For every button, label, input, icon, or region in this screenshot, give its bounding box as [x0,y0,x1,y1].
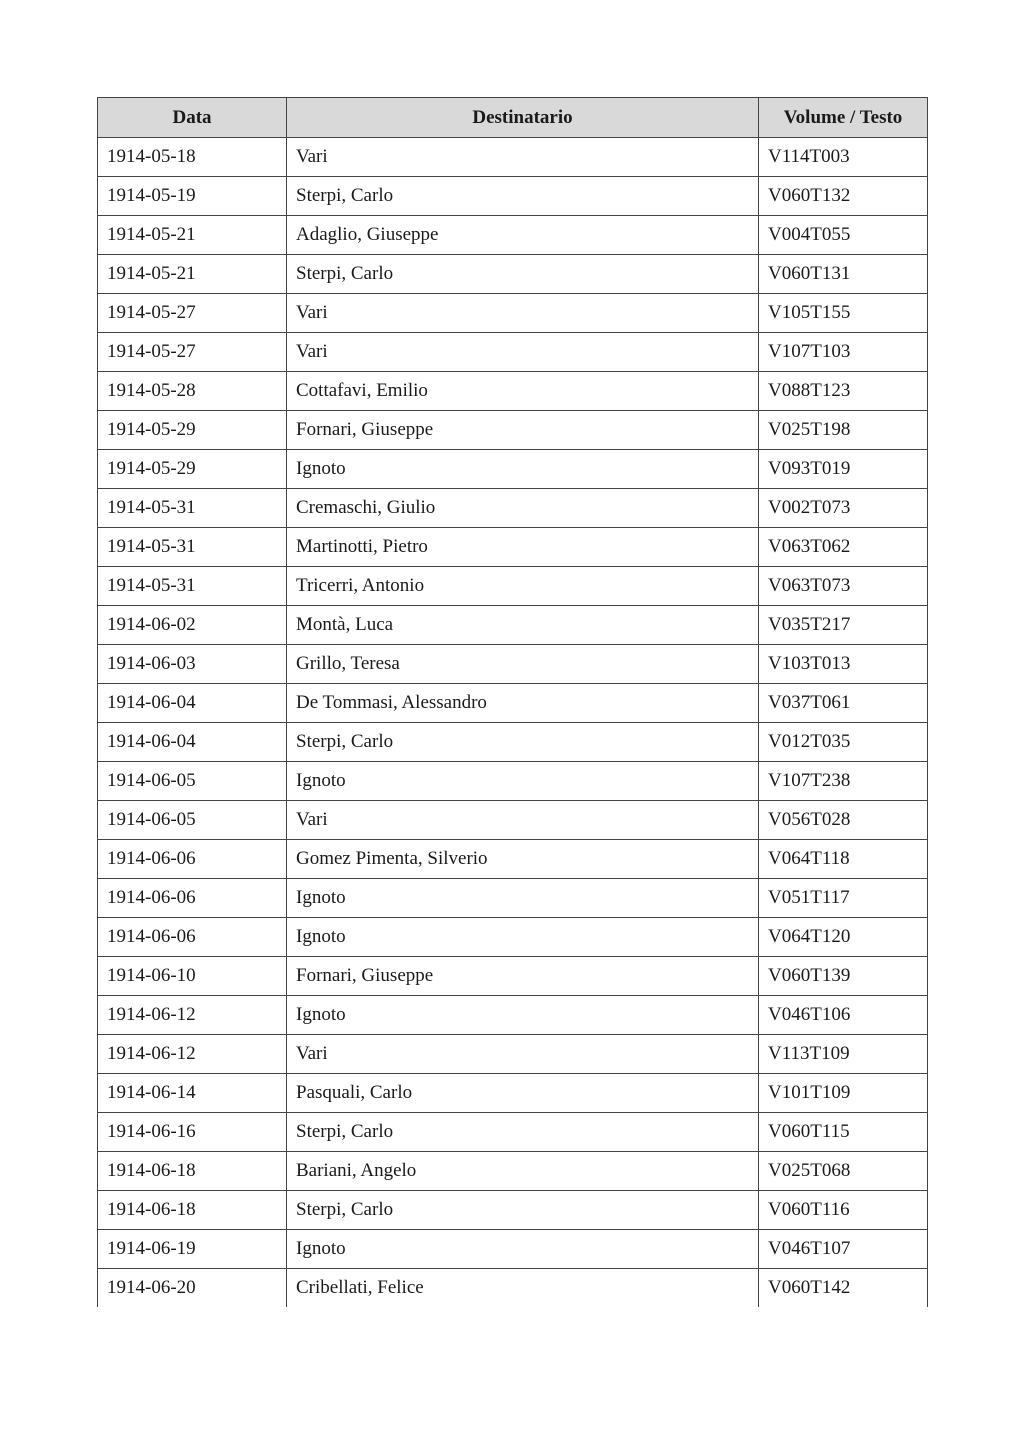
cell-date: 1914-05-31 [98,528,287,567]
cell-volume-text: V056T028 [759,801,928,840]
cell-volume-text: V103T013 [759,645,928,684]
cell-recipient: Gomez Pimenta, Silverio [287,840,759,879]
cell-date: 1914-06-14 [98,1074,287,1113]
cell-volume-text: V025T198 [759,411,928,450]
cell-date: 1914-06-06 [98,840,287,879]
table-row [98,801,928,840]
column-header-recipient: Destinatario [287,98,759,138]
cell-date: 1914-06-18 [98,1191,287,1230]
cell-recipient: Ignoto [287,918,759,957]
cell-date: 1914-05-31 [98,489,287,528]
table-row [98,723,928,762]
table-row [98,216,928,255]
table-row [98,1074,928,1113]
cell-recipient: Tricerri, Antonio [287,567,759,606]
cell-date: 1914-06-05 [98,801,287,840]
table-row [98,762,928,801]
cell-recipient: Vari [287,801,759,840]
cell-date: 1914-06-06 [98,918,287,957]
cell-recipient: Sterpi, Carlo [287,1113,759,1152]
cell-recipient: Fornari, Giuseppe [287,957,759,996]
cell-date: 1914-06-12 [98,996,287,1035]
table-row [98,333,928,372]
table-row [98,255,928,294]
cell-volume-text: V105T155 [759,294,928,333]
cell-date: 1914-05-27 [98,294,287,333]
table-row [98,606,928,645]
table-row [98,1191,928,1230]
cell-volume-text: V046T106 [759,996,928,1035]
cell-date: 1914-05-21 [98,255,287,294]
table-row [98,177,928,216]
cell-volume-text: V088T123 [759,372,928,411]
cell-volume-text: V025T068 [759,1152,928,1191]
cell-date: 1914-06-02 [98,606,287,645]
cell-date: 1914-06-10 [98,957,287,996]
table-row [98,918,928,957]
cell-recipient: Ignoto [287,879,759,918]
cell-volume-text: V051T117 [759,879,928,918]
cell-volume-text: V063T073 [759,567,928,606]
table-row [98,294,928,333]
table-row [98,450,928,489]
table-row [98,840,928,879]
cell-recipient: Cremaschi, Giulio [287,489,759,528]
table-row [98,957,928,996]
cell-date: 1914-06-04 [98,684,287,723]
cell-volume-text: V060T131 [759,255,928,294]
column-header-volume-text: Volume / Testo [759,98,928,138]
cell-recipient: Grillo, Teresa [287,645,759,684]
cell-date: 1914-05-27 [98,333,287,372]
cell-date: 1914-05-29 [98,450,287,489]
table-row [98,411,928,450]
cell-date: 1914-06-20 [98,1269,287,1308]
table-row [98,684,928,723]
table-row [98,1230,928,1269]
cell-volume-text: V004T055 [759,216,928,255]
cell-date: 1914-06-12 [98,1035,287,1074]
cell-recipient: Sterpi, Carlo [287,723,759,762]
cell-volume-text: V060T132 [759,177,928,216]
cell-volume-text: V035T217 [759,606,928,645]
cell-date: 1914-05-19 [98,177,287,216]
cell-date: 1914-06-03 [98,645,287,684]
cell-volume-text: V063T062 [759,528,928,567]
header-row [98,98,928,138]
cell-date: 1914-06-05 [98,762,287,801]
cell-volume-text: V060T142 [759,1269,928,1308]
table-row [98,372,928,411]
table-row [98,645,928,684]
cell-recipient: Ignoto [287,1230,759,1269]
table-header [98,98,928,138]
cell-volume-text: V060T139 [759,957,928,996]
cell-date: 1914-06-06 [98,879,287,918]
cell-date: 1914-06-16 [98,1113,287,1152]
cell-recipient: Sterpi, Carlo [287,177,759,216]
table-body [98,138,928,1308]
table-row [98,567,928,606]
cell-date: 1914-05-31 [98,567,287,606]
cell-volume-text: V107T103 [759,333,928,372]
cell-recipient: Fornari, Giuseppe [287,411,759,450]
table-row [98,1113,928,1152]
cell-recipient: Ignoto [287,762,759,801]
cell-recipient: Bariani, Angelo [287,1152,759,1191]
cell-recipient: Vari [287,138,759,177]
table-row [98,1035,928,1074]
cell-volume-text: V113T109 [759,1035,928,1074]
column-header-date: Data [98,98,287,138]
cell-volume-text: V064T120 [759,918,928,957]
cell-recipient: Montà, Luca [287,606,759,645]
letters-table [97,97,928,1307]
cell-recipient: Ignoto [287,996,759,1035]
cell-recipient: Ignoto [287,450,759,489]
cell-date: 1914-06-19 [98,1230,287,1269]
cell-recipient: Adaglio, Giuseppe [287,216,759,255]
table-row [98,996,928,1035]
cell-recipient: Pasquali, Carlo [287,1074,759,1113]
cell-date: 1914-05-18 [98,138,287,177]
table-row [98,1152,928,1191]
cell-volume-text: V107T238 [759,762,928,801]
cell-volume-text: V114T003 [759,138,928,177]
cell-date: 1914-05-28 [98,372,287,411]
cell-date: 1914-05-21 [98,216,287,255]
cell-date: 1914-06-18 [98,1152,287,1191]
cell-volume-text: V060T115 [759,1113,928,1152]
cell-recipient: Sterpi, Carlo [287,1191,759,1230]
cell-recipient: Sterpi, Carlo [287,255,759,294]
cell-recipient: De Tommasi, Alessandro [287,684,759,723]
cell-volume-text: V064T118 [759,840,928,879]
cell-volume-text: V093T019 [759,450,928,489]
table-row [98,879,928,918]
cell-date: 1914-06-04 [98,723,287,762]
cell-recipient: Vari [287,294,759,333]
cell-recipient: Martinotti, Pietro [287,528,759,567]
cell-recipient: Cottafavi, Emilio [287,372,759,411]
cell-volume-text: V046T107 [759,1230,928,1269]
table-row [98,489,928,528]
cell-volume-text: V101T109 [759,1074,928,1113]
cell-volume-text: V012T035 [759,723,928,762]
table-row [98,528,928,567]
table-row [98,138,928,177]
cell-volume-text: V060T116 [759,1191,928,1230]
cell-recipient: Vari [287,333,759,372]
cell-recipient: Vari [287,1035,759,1074]
cell-volume-text: V037T061 [759,684,928,723]
cell-volume-text: V002T073 [759,489,928,528]
table-row [98,1269,928,1308]
cell-recipient: Cribellati, Felice [287,1269,759,1308]
cell-date: 1914-05-29 [98,411,287,450]
